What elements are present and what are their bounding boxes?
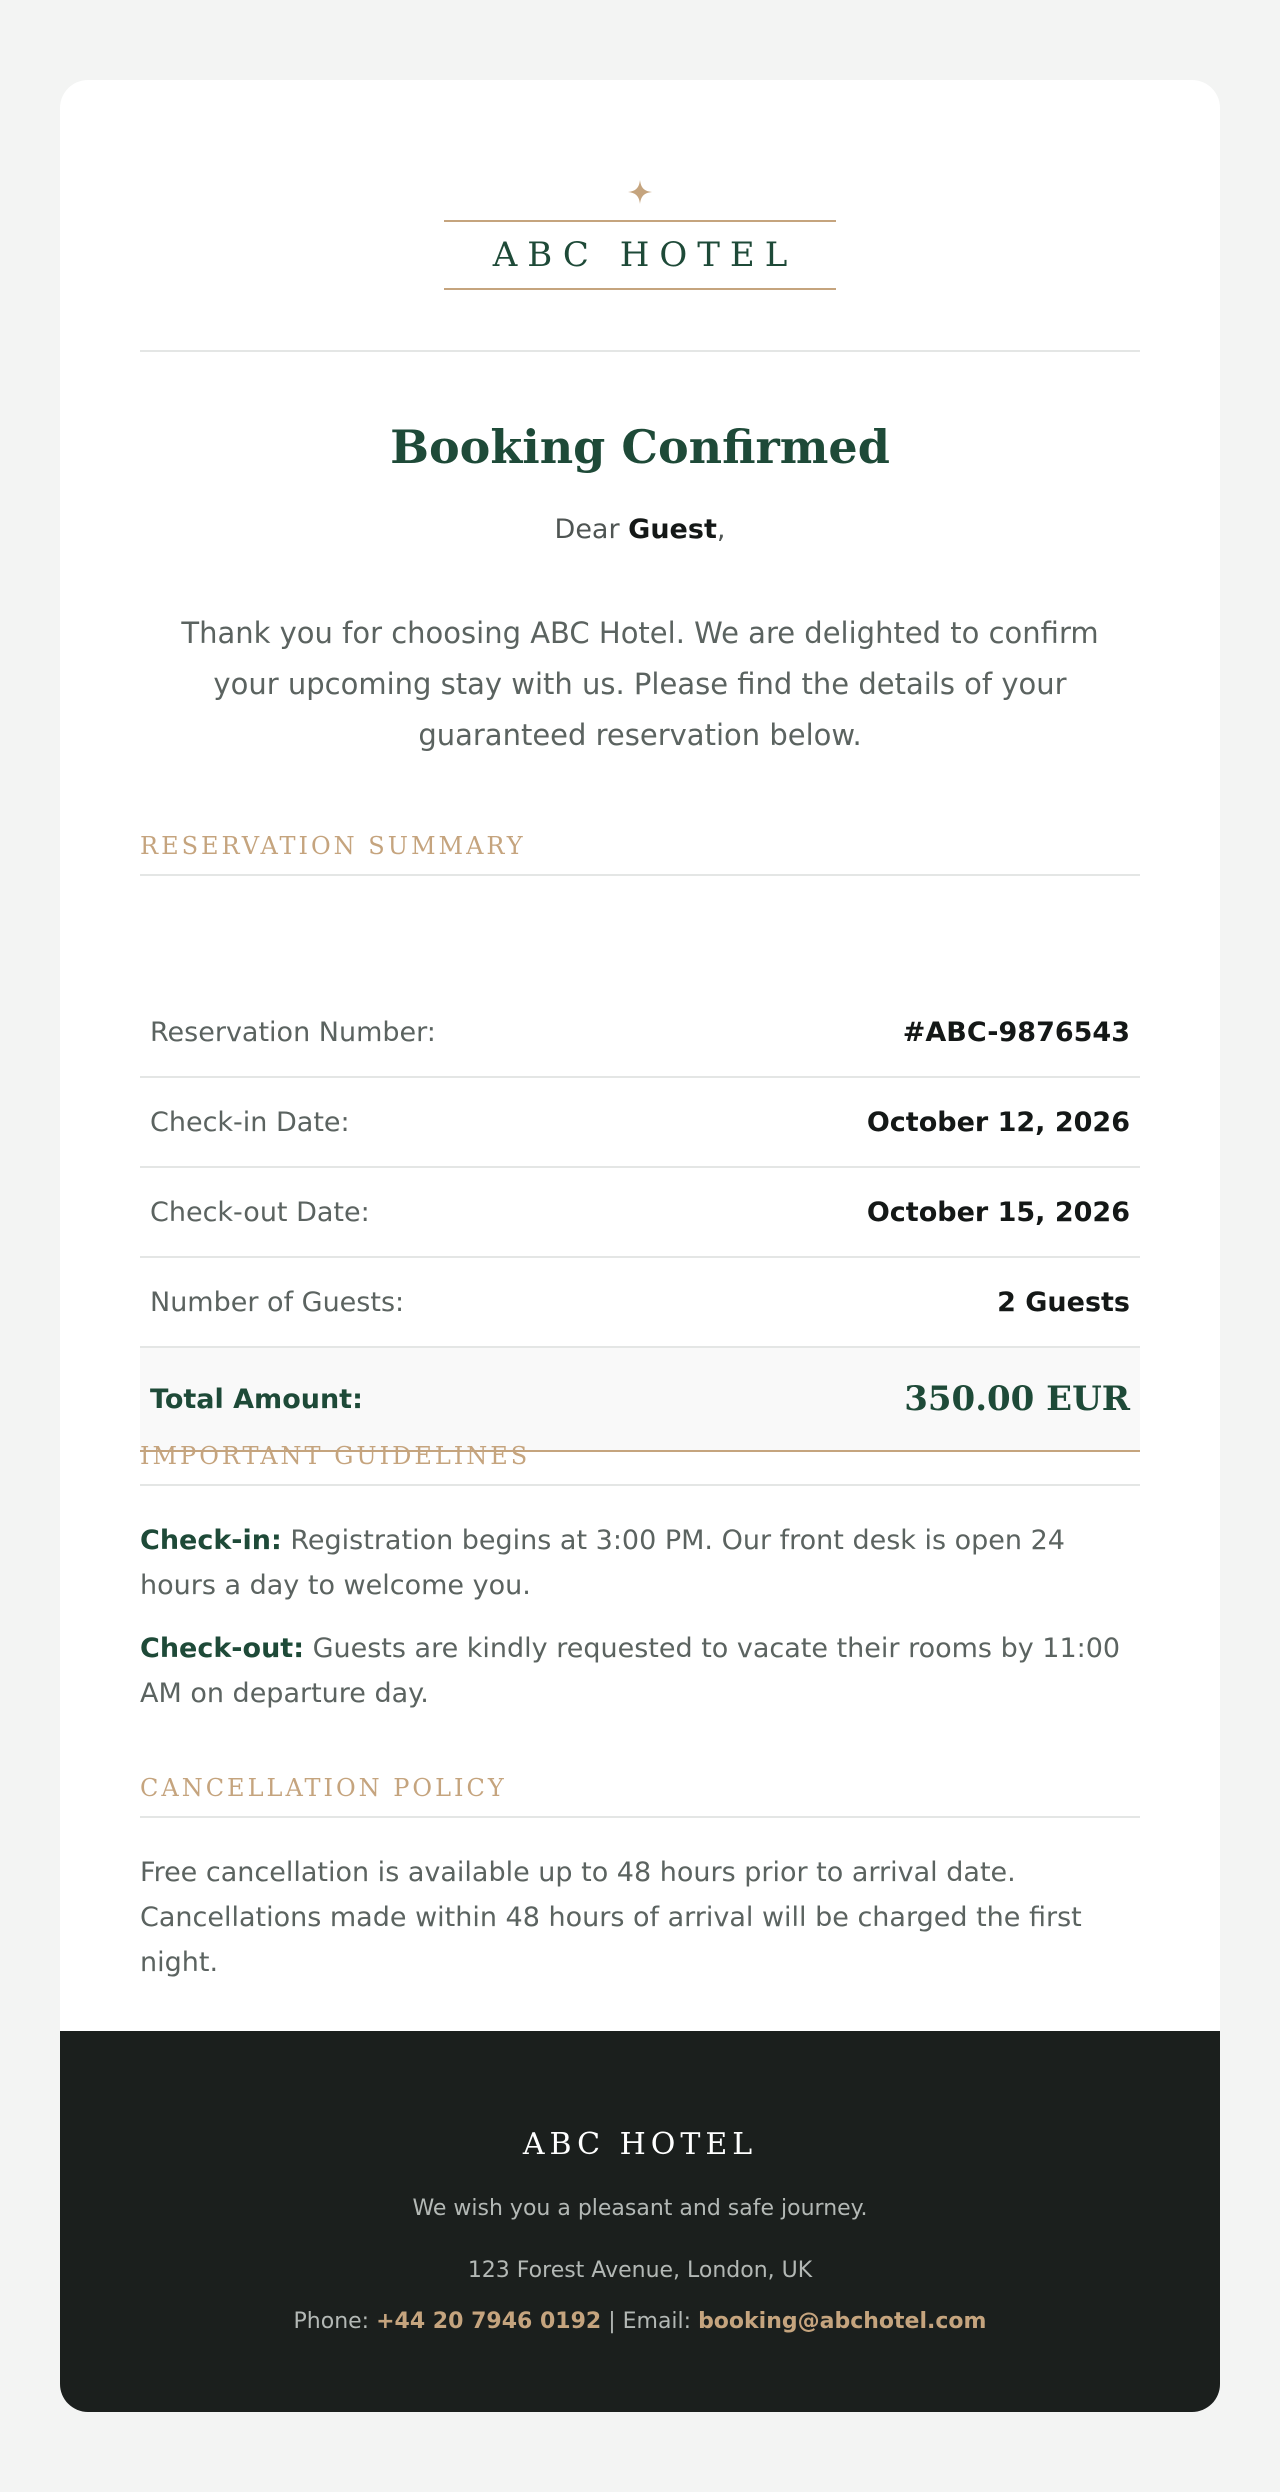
row-value: October 15, 2026 [866,1196,1130,1228]
summary-row-guests [140,1258,1140,1348]
total-label: Total Amount: [150,1383,363,1415]
footer-hotel-name: ABC HOTEL [522,2127,758,2162]
row-label: Reservation Number: [150,1016,436,1048]
footer-contact: Phone: +44 20 7946 0192 | Email: booking@abchotel.com [293,2309,987,2334]
footer-address: 123 Forest Avenue, London, UK [467,2258,813,2283]
intro-text: Thank you for choosing ABC Hotel. We are delighted to confirm your upcoming stay with us. Please find the details of your guaranteed reservation below. [181,616,1099,752]
page-title: Booking Confirmed [390,420,890,474]
guidelines-heading: IMPORTANT GUIDELINES [140,1442,1140,1486]
row-label: Check-out Date: [150,1196,370,1228]
row-label: Number of Guests: [150,1286,405,1318]
guideline-check-out: Check-out: Guests are kindly requested to vacate their rooms by 11:00 AM on departure day. [140,1633,1121,1709]
footer-tagline: We wish you a pleasant and safe journey. [412,2196,868,2221]
phone-link[interactable]: +44 20 7946 0192 [376,2309,602,2334]
footer [60,2031,1220,2412]
summary-row-reservation-number [140,988,1140,1078]
confirmation-card [60,80,1220,2412]
guideline-check-in: Check-in: Registration begins at 3:00 PM. Our front desk is open 24 hours a day to welcome you. [140,1525,1065,1601]
email-link[interactable]: booking@abchotel.com [698,2309,987,2334]
guest-name: Guest [628,514,717,545]
row-value: October 12, 2026 [866,1106,1130,1138]
reservation-summary-heading: RESERVATION SUMMARY [140,832,1140,876]
logo-text: ABC HOTEL [492,235,798,275]
header-divider [140,350,1140,352]
greeting: Dear Guest, [554,514,726,545]
summary-row-check-in [140,1078,1140,1168]
row-value: 2 Guests [997,1286,1130,1318]
hotel-logo [60,80,1220,350]
sparkle-star-icon [626,178,654,206]
row-value: #ABC-9876543 [902,1016,1130,1048]
logo-frame [444,220,836,290]
summary-row-total [140,1348,1140,1452]
cancellation-text: Free cancellation is available up to 48 hours prior to arrival date. Cancellations made within 48 hours of arrival will be charged the first night. [140,1857,1082,1978]
summary-row-check-out [140,1168,1140,1258]
cancellation-heading: CANCELLATION POLICY [140,1774,1140,1818]
total-amount: 350.00 EUR [904,1379,1130,1419]
row-label: Check-in Date: [150,1106,350,1138]
